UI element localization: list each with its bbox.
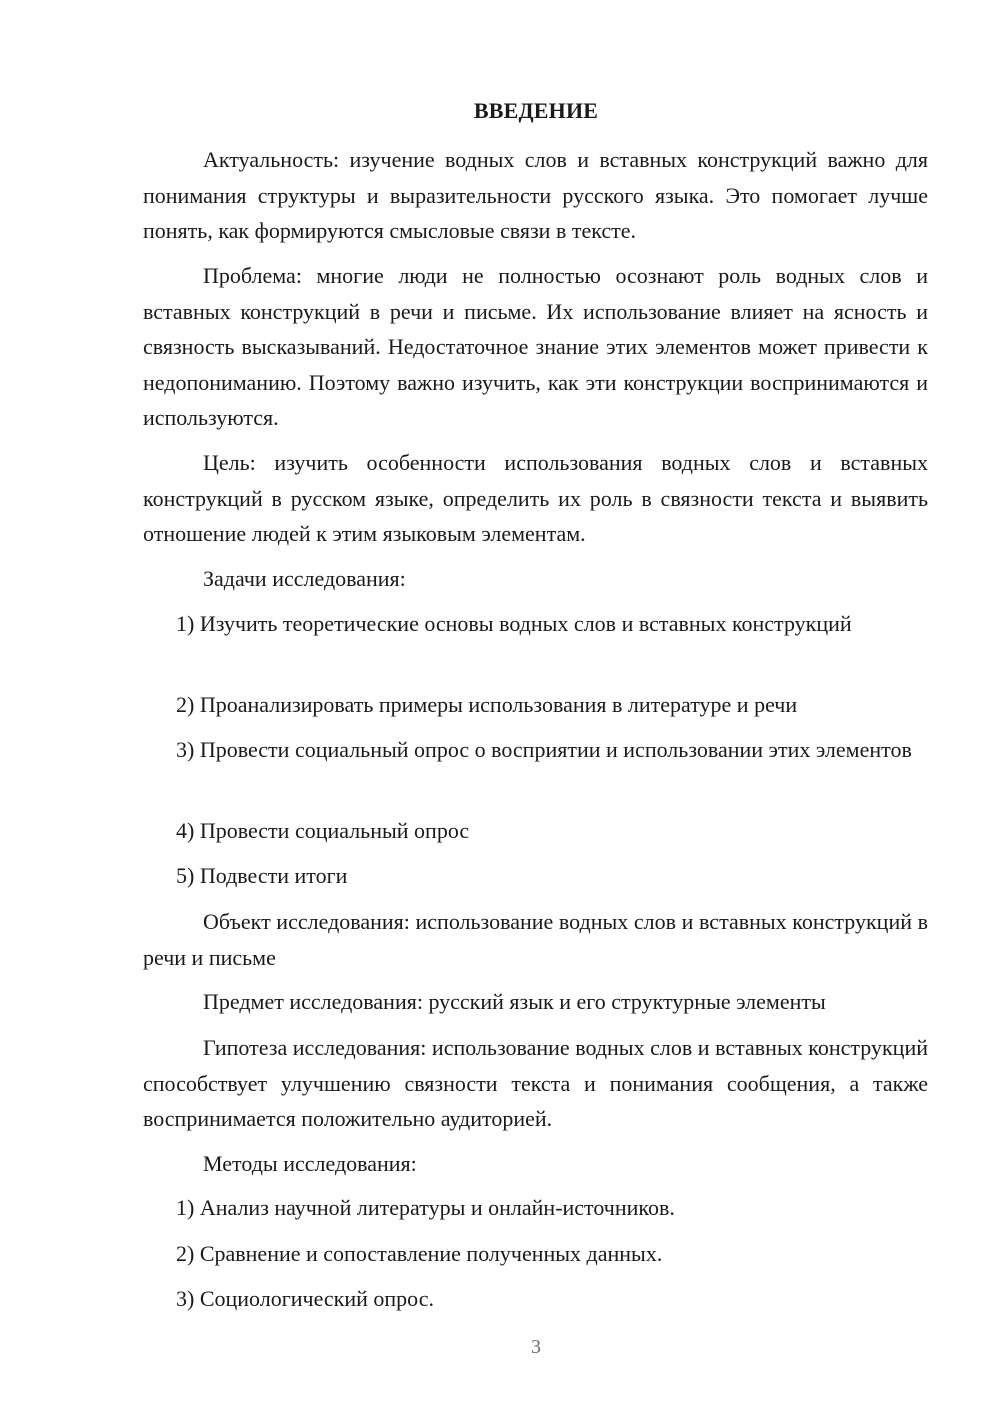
hypothesis-paragraph: Гипотеза исследования: использование водных слов и вставных конструкций способствует улучшению связности текста и понимания сообщения, а также воспринимается положительно аудиторией. [143,1035,928,1131]
problem-paragraph: Проблема: многие люди не полностью осознают роль водных слов и вставных конструкций в речи и письме. Их использование влияет на ясность и связность высказываний. Недостаточное знание этих элементов может привести к недопониманию. Поэтому важно изучить, как эти конструкции воспринимаются и используются. [143,263,928,430]
page-number: 3 [531,1336,541,1358]
object-paragraph: Объект исследования: использование водных слов и вставных конструкций в речи и письме [143,909,928,970]
task-item: 2) Проанализировать примеры использования в литературе и речи [176,692,798,717]
task-item: 3) Провести социальный опрос о восприятии и использовании этих элементов [176,737,912,762]
task-item: 5) Подвести итоги [176,863,348,888]
methods-label: Методы исследования: [203,1151,417,1176]
subject-paragraph: Предмет исследования: русский язык и его структурные элементы [203,989,826,1014]
section-heading: ВВЕДЕНИЕ [473,98,599,123]
method-item: 2) Сравнение и сопоставление полученных данных. [176,1241,663,1266]
method-item: 1) Анализ научной литературы и онлайн-источников. [176,1195,675,1220]
tasks-label: Задачи исследования: [203,566,406,591]
task-item: 4) Провести социальный опрос [176,818,470,843]
goal-paragraph: Цель: изучить особенности использования водных слов и вставных конструкций в русском языке, определить их роль в связности текста и выявить отношение людей к этим языковым элементам. [143,450,928,546]
relevance-paragraph: Актуальность: изучение водных слов и вставных конструкций важно для понимания структуры и выразительности русского языка. Это помогает лучше понять, как формируются смысловые связи в тексте. [143,147,928,243]
task-item: 1) Изучить теоретические основы водных слов и вставных конструкций [176,611,852,636]
method-item: 3) Социологический опрос. [176,1286,434,1311]
